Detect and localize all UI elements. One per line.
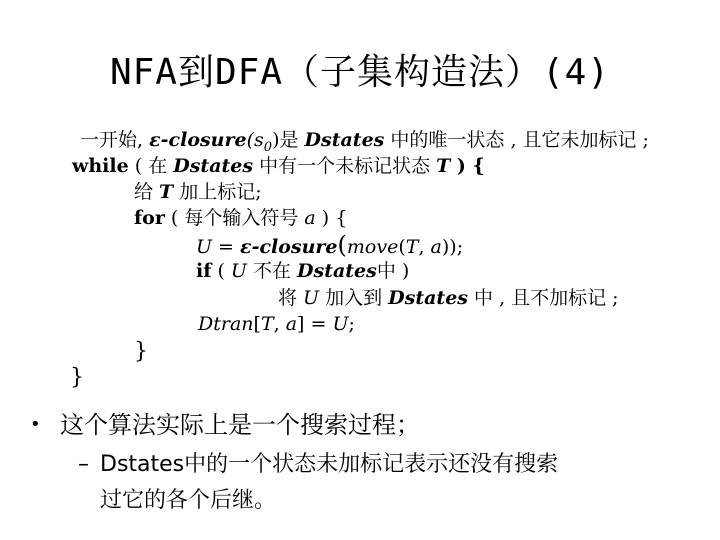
code-text: 中 , 且不加标记 ;	[467, 287, 619, 309]
code-func: ε-closure	[240, 236, 338, 258]
code-var: Dstates	[173, 155, 254, 177]
keyword-for: for	[134, 207, 165, 229]
code-var: T	[436, 155, 451, 177]
code-line-5	[196, 233, 463, 259]
code-text: 是	[279, 129, 305, 151]
bullet-marker: •	[30, 414, 41, 435]
code-text: =	[212, 236, 241, 258]
code-var: Dtran	[198, 313, 254, 335]
keyword-while: while	[72, 155, 129, 177]
code-var: Dstates	[297, 260, 377, 282]
code-text: ( 在	[128, 155, 174, 177]
code-func: ε-closure	[149, 129, 247, 151]
code-text: (	[211, 260, 231, 282]
code-var: T	[405, 236, 419, 258]
code-text: (s	[246, 129, 264, 151]
keyword-if: if	[196, 260, 212, 282]
code-text: ) {	[450, 155, 485, 177]
sub-bullet-marker: –	[78, 452, 89, 477]
code-text: ) {	[315, 207, 348, 229]
code-text: ));	[441, 236, 464, 258]
code-text: 加上标记;	[173, 181, 262, 203]
code-text: 中的唯一状态 , 且它未加标记 ;	[384, 129, 649, 151]
sub-bullet-text-line2: 过它的各个后继。	[100, 488, 277, 513]
code-var: U	[230, 260, 247, 282]
code-var: T	[159, 181, 174, 203]
code-text: 加入到	[319, 287, 389, 309]
sub-bullet-text-line1: Dstates中的一个状态未加标记表示还没有搜索	[100, 452, 559, 477]
code-line-7	[278, 286, 619, 310]
code-var: a	[304, 207, 316, 229]
code-line-9: }	[134, 339, 148, 364]
code-text: 一开始,	[80, 129, 150, 151]
code-var: U	[332, 313, 349, 335]
code-text: ;	[348, 313, 355, 335]
code-text: 中有一个未标记状态	[253, 155, 437, 177]
sub-bullet-item-1	[78, 447, 558, 519]
code-text: ( 每个输入符号	[164, 207, 305, 229]
code-text: 给	[134, 181, 160, 203]
code-text: 中 )	[376, 260, 410, 282]
code-line-10: }	[70, 365, 84, 390]
code-line-3	[134, 180, 262, 204]
bullet-item-1	[30, 405, 420, 440]
code-text: ] =	[297, 313, 333, 335]
code-line-2	[72, 154, 485, 178]
code-text: (	[337, 231, 347, 259]
code-text: 将	[278, 287, 304, 309]
code-line-8	[198, 312, 355, 336]
code-text: ,	[273, 313, 286, 335]
code-text: [	[253, 313, 261, 335]
code-var: U	[303, 287, 320, 309]
code-func: move	[346, 236, 399, 258]
code-var: Dstates	[388, 287, 468, 309]
code-var: Dstates	[304, 129, 385, 151]
code-line-6	[196, 259, 409, 283]
code-text: (	[398, 236, 406, 258]
code-line-4	[134, 206, 347, 230]
slide-title: NFA到DFA（子集构造法）(4)	[109, 52, 611, 93]
bullet-text: 这个算法实际上是一个搜索过程；	[60, 411, 420, 439]
code-text: 不在	[246, 260, 298, 282]
code-text: )	[272, 129, 280, 151]
code-var: U	[196, 236, 213, 258]
code-var: T	[260, 313, 274, 335]
code-var: a	[430, 236, 442, 258]
code-var: a	[285, 313, 298, 335]
code-text: ,	[418, 236, 431, 258]
code-subscript: 0	[263, 139, 273, 155]
